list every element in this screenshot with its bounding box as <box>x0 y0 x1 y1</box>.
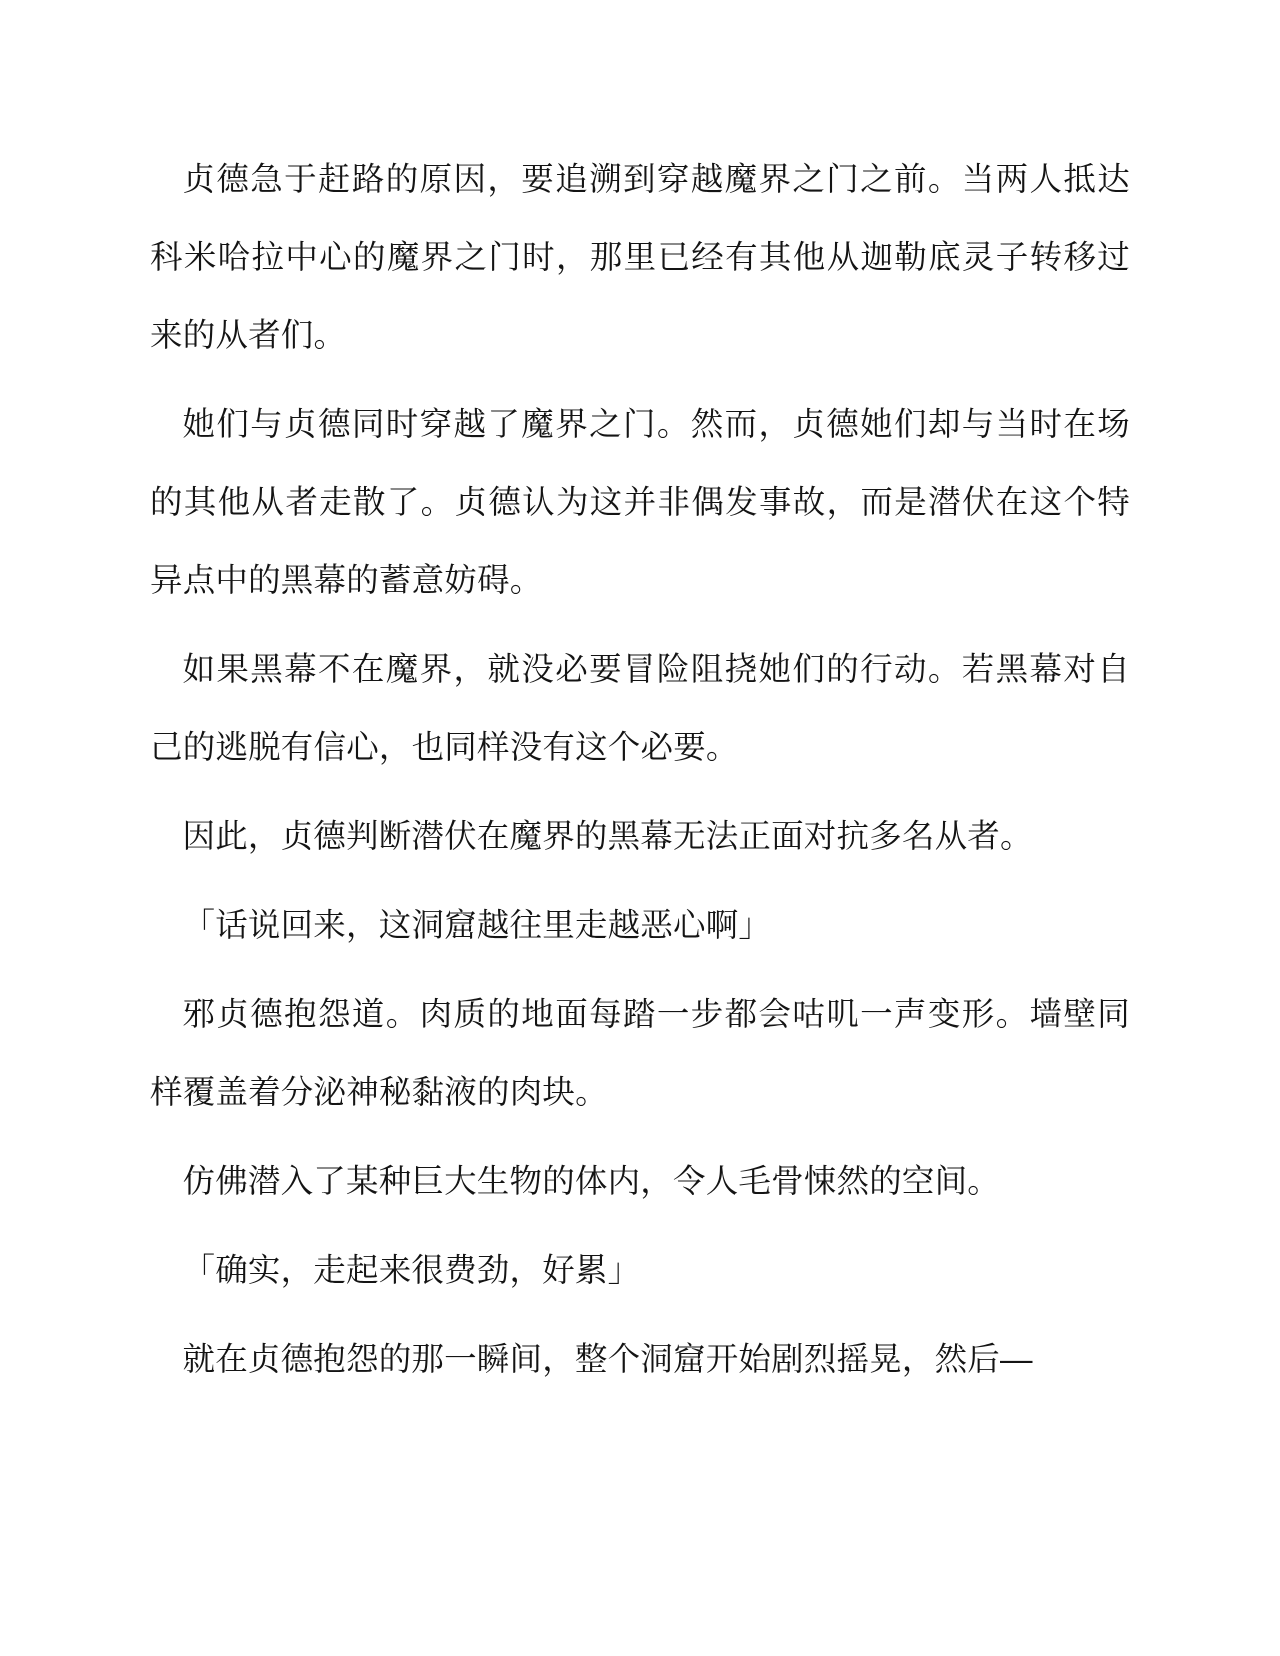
novel-paragraph: 就在贞德抱怨的那一瞬间，整个洞窟开始剧烈摇晃，然后— <box>182 1341 1033 1377</box>
novel-paragraph: 贞德急于赶路的原因，要追溯到穿越魔界之门之前。当两人抵达科米哈拉中心的魔界之门时，那里已经有其他从迦勒底灵子转移过来的从者们。 <box>150 161 1130 353</box>
novel-paragraph: 仿佛潜入了某种巨大生物的体内，令人毛骨悚然的空间。 <box>182 1163 1001 1199</box>
novel-paragraph: 因此，贞德判断潜伏在魔界的黑幕无法正面对抗多名从者。 <box>182 818 1033 854</box>
novel-paragraph: 她们与贞德同时穿越了魔界之门。然而，贞德她们却与当时在场的其他从者走散了。贞德认为这并非偶发事故，而是潜伏在这个特异点中的黑幕的蓄意妨碍。 <box>150 406 1130 598</box>
novel-paragraph: 「确实，走起来很费劲，好累」 <box>182 1252 641 1288</box>
novel-paragraph: 如果黑幕不在魔界，就没必要冒险阻挠她们的行动。若黑幕对自己的逃脱有信心，也同样没有这个必要。 <box>150 651 1130 765</box>
novel-paragraph: 邪贞德抱怨道。肉质的地面每踏一步都会咕叽一声变形。墙壁同样覆盖着分泌神秘黏液的肉块。 <box>150 996 1130 1110</box>
novel-paragraph: 「话说回来，这洞窟越往里走越恶心啊」 <box>182 907 772 943</box>
page-content <box>150 140 1130 1409</box>
